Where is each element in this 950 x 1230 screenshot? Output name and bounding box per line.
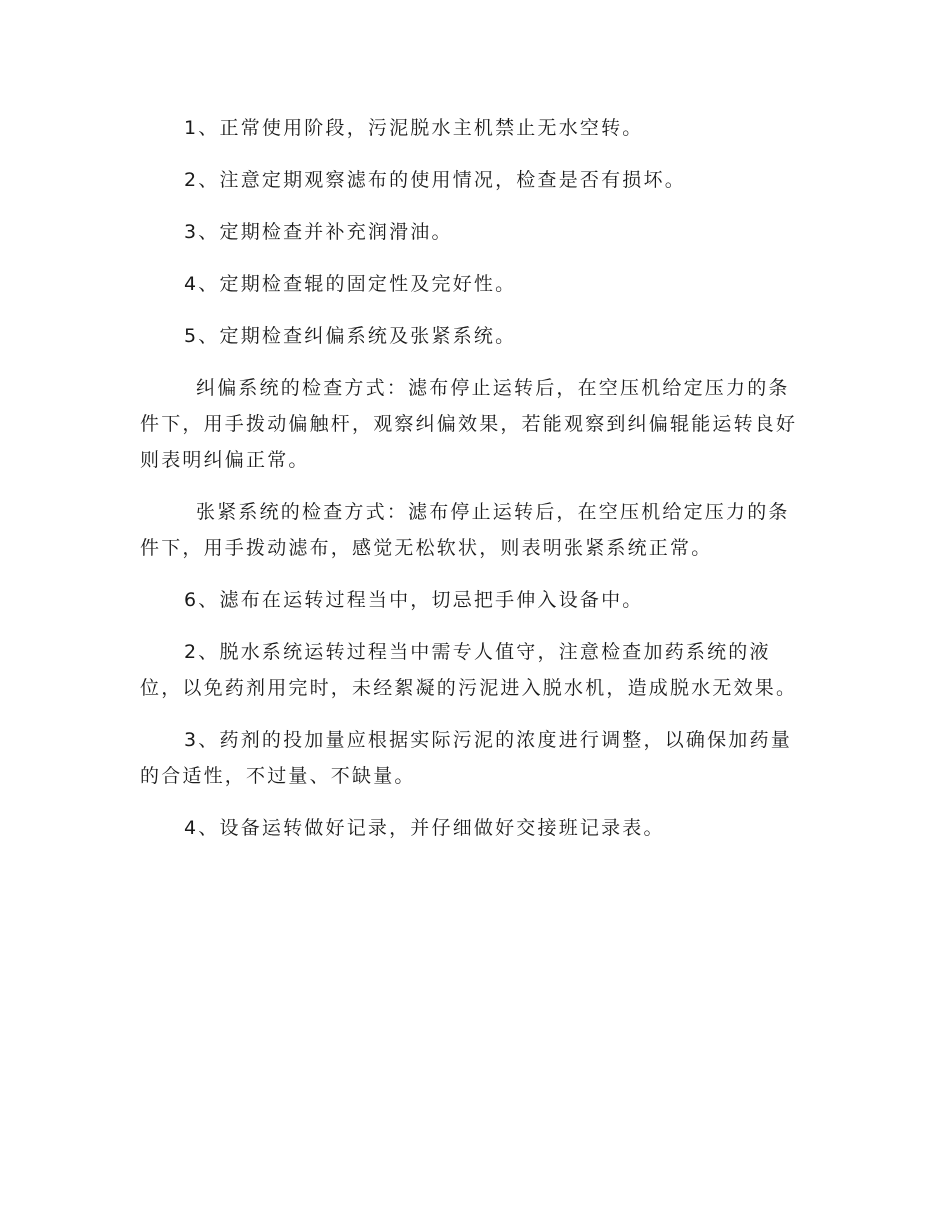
paragraph-9: 4、设备运转做好记录，并仔细做好交接班记录表。 xyxy=(184,817,665,839)
document-body xyxy=(140,110,808,862)
paragraph-6: 6、滤布在运转过程当中，切忌把手伸入设备中。 xyxy=(184,589,644,611)
paragraph-8: 3、药剂的投加量应根据实际污泥的浓度进行调整，以确保加药量的合适性，不过量、不缺量。 xyxy=(140,729,792,787)
paragraph-tension-check: 张紧系统的检查方式：滤布停止运转后，在空压机给定压力的条件下，用手拨动滤布，感觉无松软状，则表明张紧系统正常。 xyxy=(140,501,790,559)
paragraph-1: 1、正常使用阶段，污泥脱水主机禁止无水空转。 xyxy=(184,117,644,139)
paragraph-5: 5、定期检查纠偏系统及张紧系统。 xyxy=(184,325,517,347)
paragraph-correction-check: 纠偏系统的检查方式：滤布停止运转后，在空压机给定压力的条件下，用手拨动偏触杆，观察纠偏效果，若能观察到纠偏辊能运转良好则表明纠偏正常。 xyxy=(140,377,798,471)
paragraph-7: 2、脱水系统运转过程当中需专人值守，注意检查加药系统的液位，以免药剂用完时，未经絮凝的污泥进入脱水机，造成脱水无效果。 xyxy=(140,641,798,699)
paragraph-2: 2、注意定期观察滤布的使用情况，检查是否有损坏。 xyxy=(184,169,686,191)
paragraph-4: 4、定期检查辊的固定性及完好性。 xyxy=(184,273,517,295)
paragraph-3: 3、定期检查并补充润滑油。 xyxy=(184,221,453,243)
